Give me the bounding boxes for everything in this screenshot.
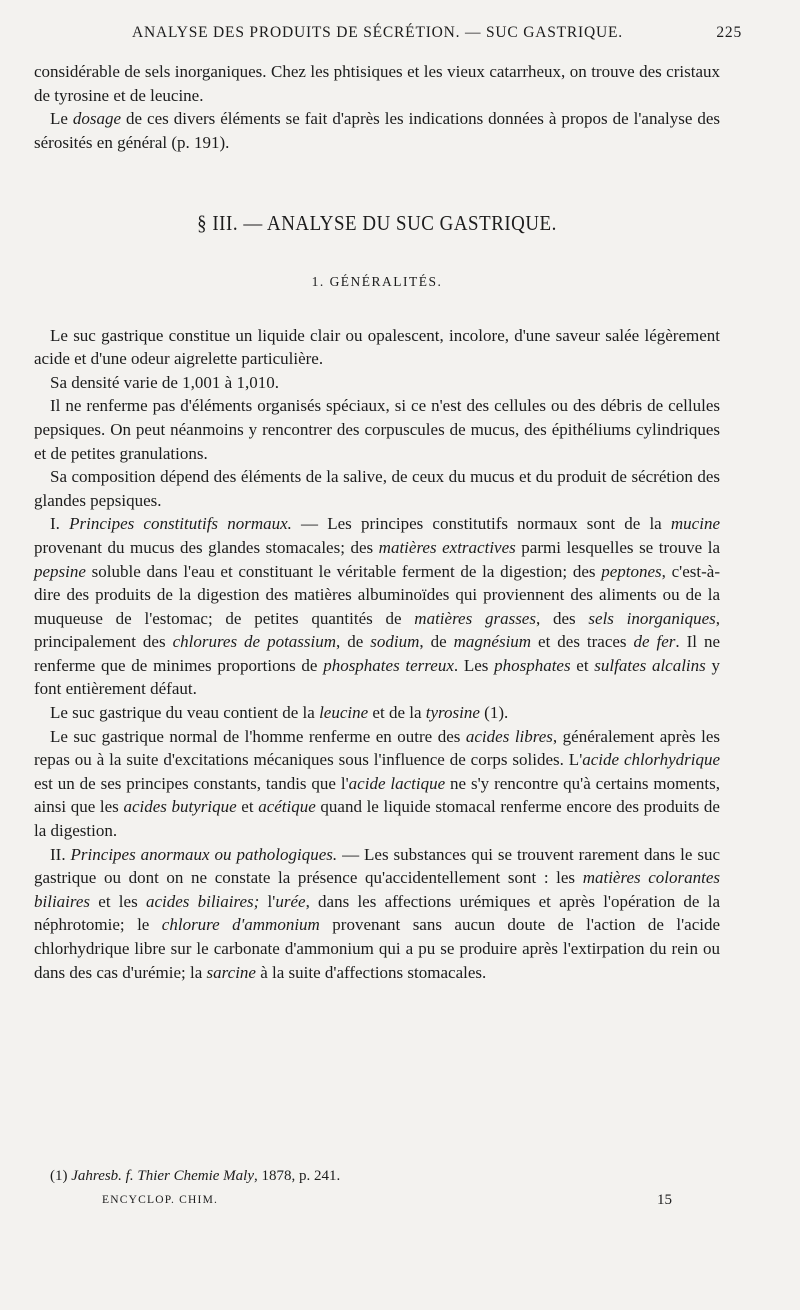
footnote-citation: , 1878, p. 241. <box>254 1168 341 1184</box>
text: Le suc gastrique du veau contient de la <box>50 703 320 723</box>
text: , de <box>419 632 454 652</box>
text: est un de ses principes constants, tandis que l' <box>34 773 349 793</box>
paragraph-veau <box>34 701 720 725</box>
text: et les <box>90 891 146 911</box>
running-title: ANALYSE DES PRODUITS DE SÉCRÉTION. — SUC GASTRIQUE. <box>132 24 623 41</box>
italic-term: acides biliaires; <box>145 891 260 911</box>
footnote-source: Jahresb. f. Thier Chemie Maly <box>71 1168 254 1184</box>
italic-term: de fer <box>633 632 676 652</box>
paragraph-homme <box>34 725 720 843</box>
italic-term: pepsine <box>34 561 86 581</box>
text: et <box>570 655 595 675</box>
text: provenant sans aucun doute de l'action de l'acide chlorhydrique libre sur le carbonate d'ammonium qui a pu se produire après l'extirpation du rein ou dans des cas d'urémie; la <box>34 915 721 982</box>
italic-term: sodium <box>370 632 420 652</box>
footnote-ref: (1). <box>479 703 509 723</box>
text: l' <box>259 891 276 911</box>
page-footer <box>102 1194 672 1206</box>
text: II. <box>50 844 71 864</box>
body-text <box>34 60 720 984</box>
text: soluble dans l'eau et constituant le véritable ferment de la digestion; des <box>85 561 602 581</box>
section-title: § III. — ANALYSE DU SUC GASTRIQUE. <box>197 211 557 236</box>
text: Le suc gastrique normal de l'homme renferme en outre des <box>50 726 466 746</box>
text: Le <box>50 109 73 129</box>
italic-term: Principes anormaux ou pathologiques. <box>70 844 338 864</box>
paragraph-dosage <box>34 107 720 154</box>
text: — Les substances qui se trouvent rarement dans le suc gastrique ou dont on ne constate la présence qu'accidentellement sont : les <box>34 844 721 888</box>
text: , principalement des <box>34 608 720 652</box>
italic-term: acides libres <box>465 726 553 746</box>
text: et de la <box>368 703 426 723</box>
italic-term: dosage <box>72 109 122 129</box>
italic-term: matières extractives <box>378 537 516 557</box>
paragraph-principes-normaux <box>34 512 720 701</box>
italic-term: chlorures de potassium <box>172 632 337 652</box>
italic-term: phosphates terreux <box>323 655 454 675</box>
paragraph-continuation: considérable de sels inorganiques. Chez les phtisiques et les vieux catarrheux, on trouve des cristaux de tyrosine et de leucine. <box>34 62 720 105</box>
italic-term: chlorure d'ammonium <box>161 915 320 935</box>
text: , généralement après les repas ou à la suite d'excitations mécaniques sous l'influence de corps solides. L' <box>34 726 720 770</box>
text: . Il ne renferme que de minimes proportions de <box>34 632 721 675</box>
italic-term: sulfates alcalins <box>594 655 706 675</box>
text: quand le liquide stomacal renferme encore des produits de la digestion. <box>34 797 720 841</box>
text: , des <box>535 608 589 628</box>
paragraph-composition: Sa composition dépend des éléments de la salive, de ceux du mucus et du produit de sécrétion des glandes pepsiques. <box>34 467 720 510</box>
text: de ces divers éléments se fait d'après les indications données à propos de l'analyse des sérosités en général (p. 191). <box>34 109 720 152</box>
text: à la suite d'affections stomacales. <box>255 962 487 982</box>
italic-term: acide lactique <box>348 773 446 793</box>
paragraph-principes-anormaux <box>34 843 720 985</box>
italic-term: tyrosine <box>425 703 480 723</box>
footer-publication: ENCYCLOP. CHIM. <box>102 1194 219 1206</box>
italic-term: sarcine <box>206 962 256 982</box>
text: I. <box>50 514 70 534</box>
italic-term: phosphates <box>494 655 571 675</box>
italic-term: magnésium <box>453 632 532 652</box>
text: , dans les affections urémiques et après l'opération de la néphrotomie; le <box>34 891 720 935</box>
italic-term: sels inorganiques <box>588 608 716 628</box>
italic-term: peptones <box>601 561 662 581</box>
paragraph-description: Le suc gastrique constitue un liquide clair ou opalescent, incolore, d'une saveur salée légèrement acide et d'une odeur aigrelette particulière. <box>34 325 720 369</box>
paragraph-elements: Il ne renferme pas d'éléments organisés spéciaux, si ce n'est des cellules ou des débris de cellules pepsiques. On peut néanmoins y rencontrer des corpuscules de mucus, des épithéliums cylindriques et de petites granulations. <box>34 396 720 463</box>
italic-term: acétique <box>258 797 316 817</box>
italic-term: matières grasses <box>414 608 536 628</box>
italic-term: urée <box>275 891 306 911</box>
text: — Les principes constitutifs normaux sont de la <box>291 514 671 534</box>
text: . Les <box>453 655 495 675</box>
italic-term: mucine <box>670 514 720 534</box>
footnote-marker: (1) <box>50 1168 72 1184</box>
footnote <box>50 1168 340 1185</box>
text: et des traces <box>531 632 634 652</box>
text: parmi lesquelles se trouve la <box>515 537 720 557</box>
italic-term: acides butyrique <box>123 797 237 817</box>
page-number: 225 <box>716 24 742 41</box>
signature-mark: 15 <box>657 1192 672 1208</box>
italic-term: leucine <box>319 703 369 723</box>
italic-term: matières colorantes biliaires <box>34 868 720 911</box>
italic-term: Principes constitutifs normaux. <box>69 514 292 534</box>
text: ne s'y rencontre qu'à certains moments, ainsi que les <box>34 773 720 817</box>
text: et <box>236 797 259 817</box>
italic-term: acide chlorhydrique <box>582 750 720 770</box>
text: y font entièrement défaut. <box>34 655 720 699</box>
text: , de <box>336 632 371 652</box>
text: , c'est-à-dire des produits de la digestion des matières albuminoïdes qui proviennent des aliments ou de la muqueuse de l'estomac; de petites quantités de <box>34 561 720 628</box>
text: provenant du mucus des glandes stomacales; des <box>34 537 379 557</box>
paragraph-density: Sa densité varie de 1,001 à 1,010. <box>50 372 279 392</box>
subsection-title: 1. GÉNÉRALITÉS. <box>311 273 443 289</box>
